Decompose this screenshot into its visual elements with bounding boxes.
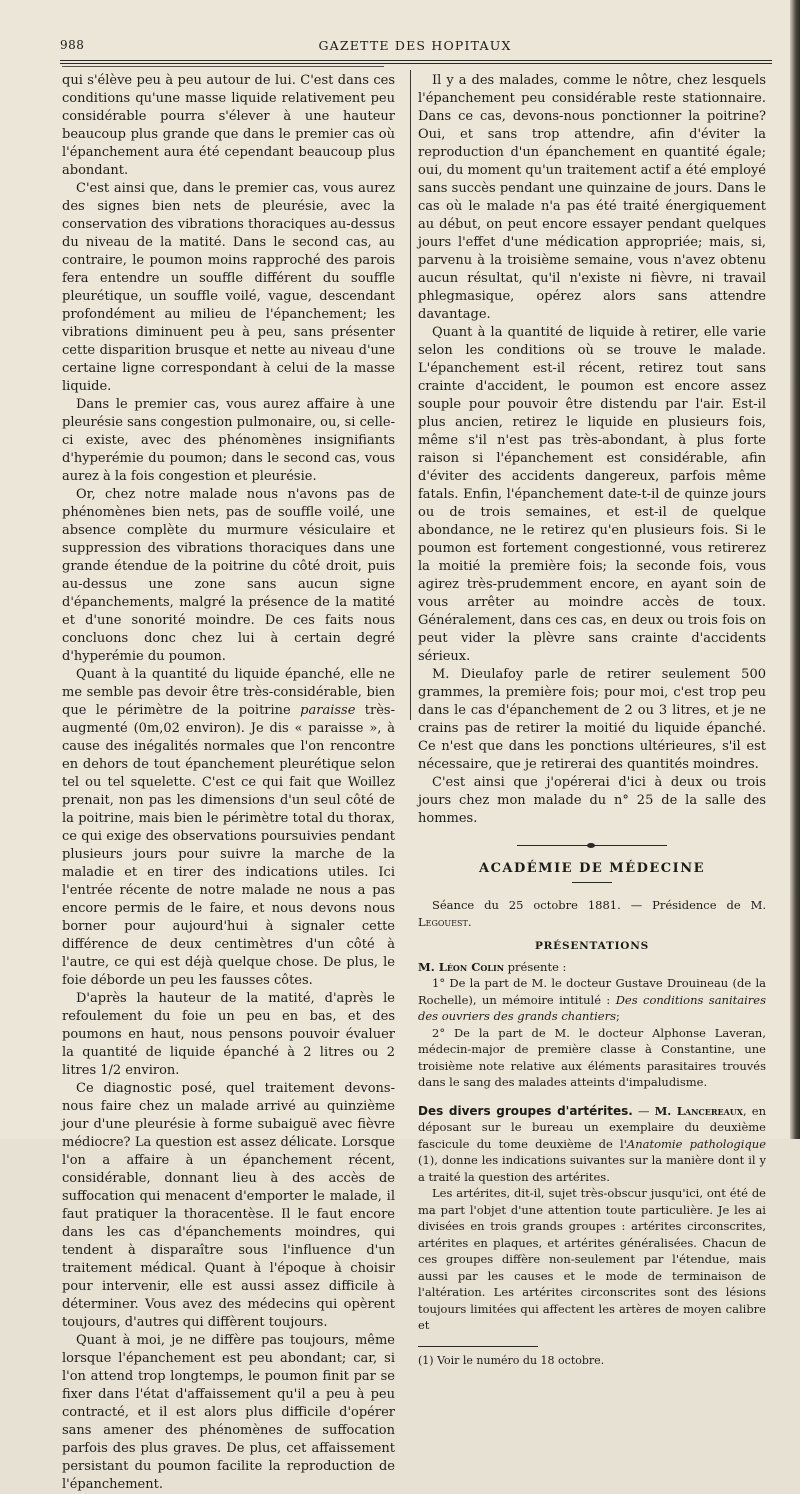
paragraph: Ce diagnostic posé, quel traitement devons-nous faire chez un malade arrivé au quinzième jour d'une pleurésie à forme subaiguë avec fièvre médiocre? La question est assez délicate. Lorsque l'on a affaire à un épanchement récent, considérable, donnant lieu à des accès de suffocation qui menacent d'emporter le malade, il faut pratiquer la thoracentèse. Il le faut encore dans les cas d'épanchements moindres, qui tendent à disparaître sous l'influence d'un traitement médical. Quant à l'époque à choisir pour intervenir, elle est aussi assez difficile à déterminer. Vous avez des médecins qui opèrent toujours, d'autres qui diffèrent toujours.	[62, 1081, 395, 1330]
page-number: 988	[60, 38, 85, 52]
presenter-line	[418, 959, 766, 976]
paragraph: Dans le premier cas, vous aurez affaire à une pleurésie sans congestion pulmonaire, ou, si celle-ci existe, avec des phénomènes insignifiants d'hyperémie du poumon; dans le second cas, vous aurez à la fois congestion et pleurésie.	[62, 397, 395, 484]
separator-ornament	[587, 843, 595, 848]
paragraph: Quant à la quantité de liquide à retirer, elle varie selon les conditions où se trouve le malade. L'épanchement est-il récent, retirez tout sans crainte d'accident, le poumon est encore assez souple pour pouvoir être distendu par l'air. Est-il plus ancien, retirez le liquide en plusieurs fois, même s'il n'est pas très-abondant, à plus forte raison si l'épanchement est considérable, afin d'éviter des accidents dangereux, parfois même fatals. Enfin, l'épanchement date-t-il de quinze jours ou de trois semaines, et est-il de quelque abondance, ne le retirez qu'en plusieurs fois. Si le poumon est fortement congestionné, vous retirerez la moitié la première fois; la seconde fois, vous agirez très-prudemment encore, en ayant soin de vous arrêter au moindre accès de toux. Généralement, dans ces cas, en deux ou trois fois on peut vider la plèvre sans crainte d'accidents sérieux.	[418, 325, 766, 664]
text-run: ;	[615, 1009, 620, 1023]
paragraph: qui s'élève peu à peu autour de lui. C'est dans ces conditions qu'une masse liquide relativement peu considérable pourra s'élever à une hauteur beaucoup plus grande que dans le premier cas où l'épanchement aura été cependant beaucoup plus abondant.	[62, 73, 395, 178]
right-column	[418, 72, 766, 1368]
section-separator	[517, 842, 667, 850]
page-edge	[790, 0, 800, 1139]
paragraph: C'est ainsi que, dans le premier cas, vous aurez des signes bien nets de pleurésie, avec la conservation des vibrations thoraciques au-dessus du niveau de la matité. Dans le second cas, au contraire, le poumon moins rapproché des parois fera entendre un souffle différent du souffle pleurétique, un souffle voilé, vague, descendant profondément au milieu de l'épanchement; les vibrations diminuent peu à peu, sans présenter cette disparition brusque et nette au niveau d'une certaine ligne correspondant à celui de la masse liquide.	[62, 181, 395, 394]
footnote: (1) Voir le numéro du 18 octobre.	[418, 1353, 605, 1367]
paragraph: C'est ainsi que j'opérerai d'ici à deux ou trois jours chez mon malade du n° 25 de la salle des hommes.	[418, 775, 766, 826]
journal-title: GAZETTE DES HOPITAUX	[318, 38, 512, 53]
emphasis-text: paraisse	[300, 703, 356, 718]
footnote-rule	[418, 1346, 538, 1347]
paragraph: Quant à moi, je ne diffère pas toujours, même lorsque l'épanchement est peu abondant; car, si l'on attend trop longtemps, le poumon finit par se fixer dans l'état d'affaissement qu'il a peu à peu contracté, et il est alors plus difficile d'opérer sans amener des phénomènes de suffocation parfois des plus graves. De plus, cet affaissement persistant du poumon facilite la reproduction de l'épanchement.	[62, 1333, 395, 1492]
text-run: , en déposant sur le bureau un exemplaire du deuxième fascicule du tome deuxième de l'	[418, 1103, 766, 1151]
left-column	[62, 72, 395, 1494]
presenter-name: M. Léon Colin	[418, 959, 505, 974]
emphasis-text: Anatomie pathologique	[626, 1136, 767, 1151]
text-run: Séance du 25 octobre 1881. — Présidence de M.	[432, 898, 766, 912]
paragraph: Il y a des malades, comme le nôtre, chez lesquels l'épanchement peu considérable reste stationnaire. Dans ce cas, devons-nous ponctionner la poitrine? Oui, et sans trop attendre, afin d'éviter la reproduction d'un épanchement en quantité égale; oui, du moment qu'un traitement actif a été employé sans succès pendant une quinzaine de jours. Dans le cas où le malade n'a pas été traité énergiquement au début, on peut encore essayer pendant quelques jours l'effet d'une médication appropriée; mais, si, parvenu à la troisième semaine, vous n'avez obtenu aucun résultat, qu'il n'existe ni fièvre, ni travail phlegmasique, opérez alors sans attendre davantage.	[418, 73, 766, 322]
presentations-heading: PRÉSENTATIONS	[534, 940, 650, 952]
header-rule	[60, 60, 772, 61]
paragraph	[62, 666, 395, 990]
paragraph: Les artérites, dit-il, sujet très-obscur jusqu'ici, ont été de ma part l'objet d'une attention toute particulière. Je les ai divisées en trois grands groupes : artérites circonscrites, artérites en plaques, et artérites généralisées. Chacun de ces groupes diffère non-seulement par l'étendue, mais aussi par les causes et le mode de terminaison de l'altération. Les artérites circonscrites sont des lésions toujours limitées qui affectent les artères de moyen calibre et	[418, 1186, 766, 1332]
text-run: 1° De la part de M. le docteur Gustave Drouineau (de la Rochelle), un mémoire intitulé :	[418, 976, 766, 1007]
academy-report	[418, 897, 766, 1334]
emphasis-text: Des conditions sanitaires des ouvriers des grands chantiers	[418, 992, 766, 1023]
article-title: Des divers groupes d'artérites.	[418, 1103, 633, 1118]
section-title: ACADÉMIE DE MÉDECINE	[478, 861, 705, 876]
column-divider	[410, 70, 411, 720]
text-run: présente :	[504, 959, 567, 974]
text-run: Quant à la quantité du liquide épanché, elle ne me semble pas devoir être très-considérable, bien que le périmètre de la poitrine	[62, 667, 395, 718]
session-line	[418, 897, 766, 930]
text-run: (1), donne les indications suivantes sur la manière dont il y a traité la question des artérites.	[418, 1153, 766, 1184]
paragraph: M. Dieulafoy parle de retirer seulement 500 grammes, la première fois; pour moi, c'est trop peu dans le cas d'épanchement de 2 ou 3 litres, et je ne crains pas de retirer la moitié du liquide épanché. Ce n'est que dans les ponctions ultérieures, s'il est nécessaire, que je retirerai des quantités moindres.	[418, 667, 766, 772]
header-rule-double	[60, 63, 772, 64]
paragraph: D'après la hauteur de la matité, d'après le refoulement du foie un peu en bas, et des poumons en haut, nous pensons pouvoir évaluer la quantité de liquide épanché à 2 litres ou 2 litres 1/2 environ.	[62, 991, 395, 1078]
page-header	[60, 38, 770, 58]
text-run: très-augmenté (0m,02 environ). Je dis « paraisse », à cause des inégalités normales que l'on rencontre en dehors de tout épanchement pleurétique selon tel ou tel squelette. C'est ce qui fait que Woillez prenait, non pas les dimensions d'un seul côté de la poitrine, mais bien le périmètre total du thorax, ce qui exige des observations poursuivies pendant plusieurs jours pour suivre la marche de la maladie et en tirer des indications utiles. Ici l'entrée récente de notre malade ne nous a pas encore permis de le faire, et nous devons nous borner pour aujourd'hui à signaler cette différence de deux centimètres d'un côté à l'autre, ce qui est déjà quelque chose. De plus, le foie déborde un peu les fausses côtes.	[62, 703, 395, 988]
list-item: 2° De la part de M. le docteur Alphonse Laveran, médecin-major de première classe à Constantine, une troisième note relative aux éléments parasitaires trouvés dans le sang des malades atteints d'impaludisme.	[418, 1025, 766, 1089]
column-top-rule	[62, 66, 384, 67]
paragraph: Or, chez notre malade nous n'avons pas de phénomènes bien nets, pas de souffle voilé, une absence complète du murmure vésiculaire et suppression des vibrations thoraciques dans une grande étendue de la poitrine du côté droit, puis au-dessus une zone sans aucun signe d'épanchements, malgré la présence de la matité et d'une sonorité moindre. De ces faits nous concluons donc chez lui à certain degré d'hyperémie du poumon.	[62, 487, 395, 664]
text-run: .	[467, 914, 472, 929]
title-rule	[572, 882, 612, 883]
article-author: M. Lancereaux	[654, 1103, 743, 1118]
article-paragraph: Des divers groupes d'artérites. — M. Lancereaux, en déposant sur le bureau un exemplaire du deuxième fascicule du tome deuxième de l'Anatomie pathologique (1), donne les indications suivantes sur la manière dont il y a traité la question des artérites.	[418, 1103, 767, 1184]
list-item	[418, 975, 766, 1025]
president-name: Legouest	[418, 914, 468, 929]
